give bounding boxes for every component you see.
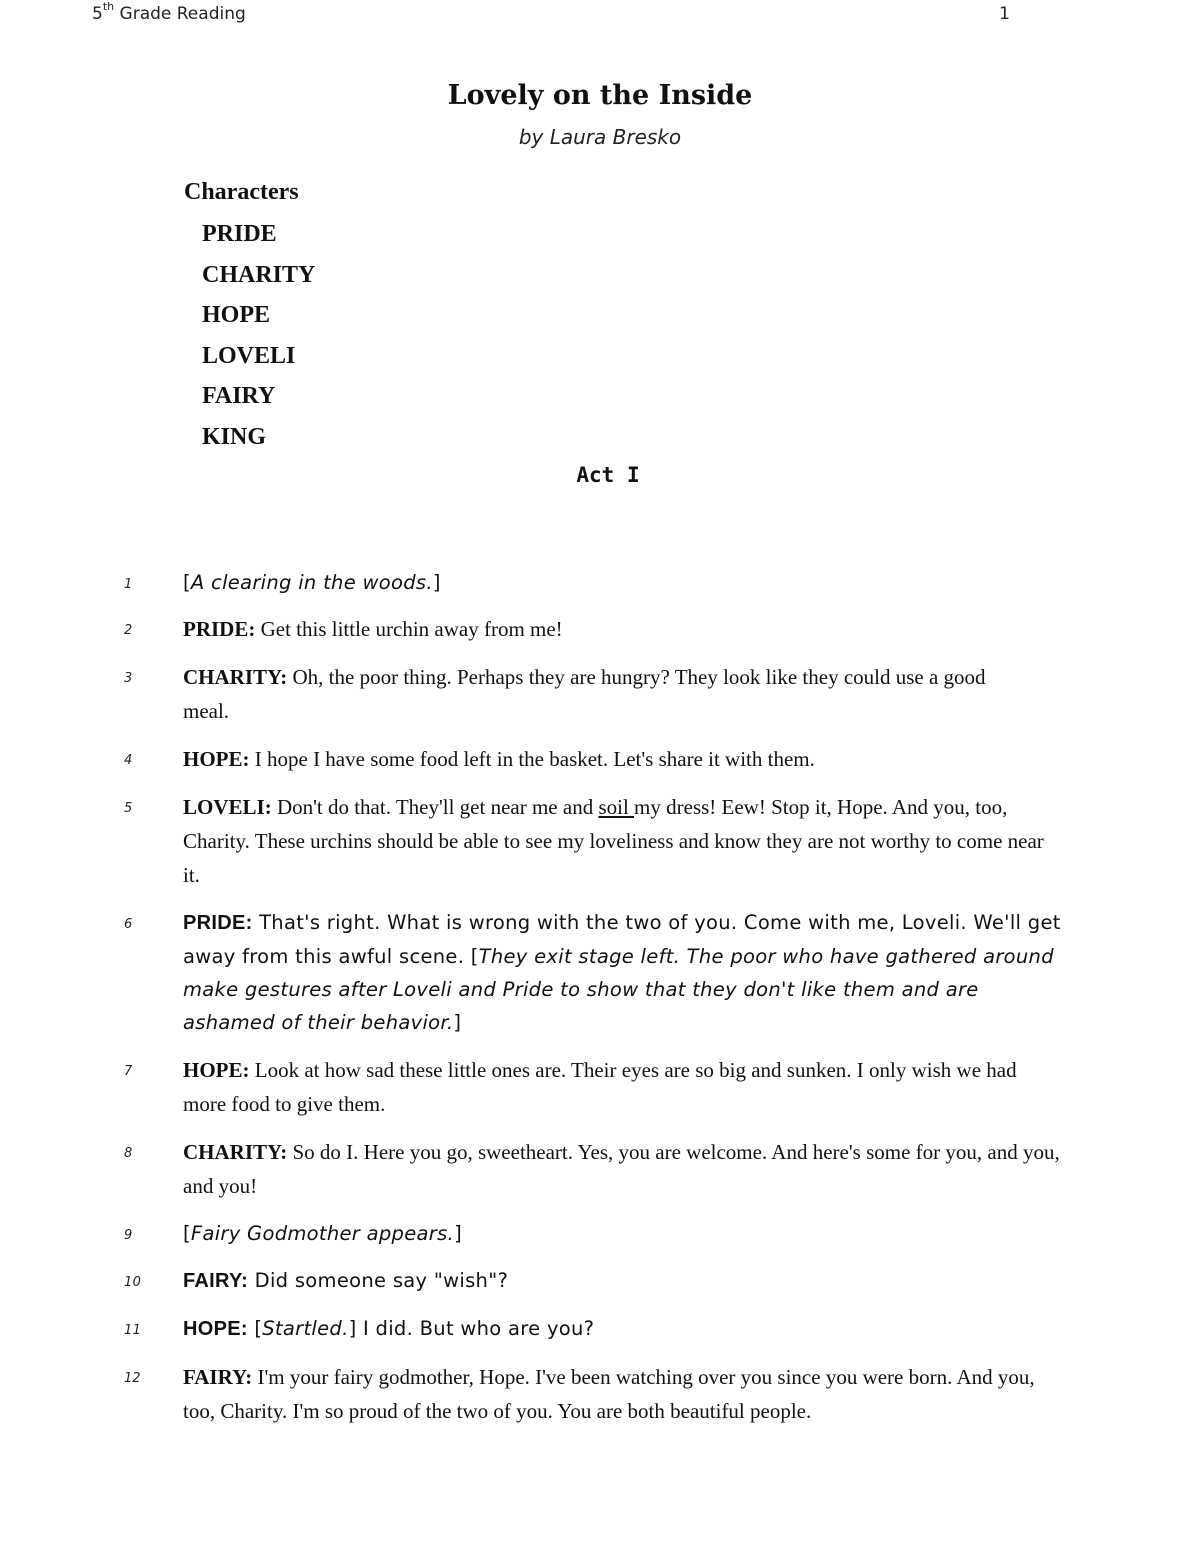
- character-name: FAIRY: [202, 383, 276, 409]
- characters-heading: Characters: [184, 179, 299, 205]
- bracket-open: [: [183, 1222, 191, 1245]
- character-name: KING: [202, 423, 267, 450]
- script-line-10: [0, 1264, 1063, 1298]
- header-grade-label: [92, 0, 246, 24]
- character-name: LOVELI: [202, 342, 296, 369]
- line-number: 1: [124, 577, 133, 592]
- stage-direction: They exit stage left. The poor who have gathered around make gestures after Loveli and Pride to show that they don't like them and are ashamed of their behavior.: [183, 945, 1054, 1034]
- speaker-name: FAIRY:: [183, 1270, 249, 1292]
- character-name: HOPE: [202, 302, 271, 328]
- play-author: by Laura Bresko: [518, 125, 682, 149]
- dialogue-text: Get this little urchin away from me!: [255, 617, 563, 641]
- script-line-2: [0, 612, 1063, 646]
- line-number: 3: [124, 671, 133, 686]
- speaker-name: PRIDE:: [183, 912, 253, 934]
- line-number: 5: [124, 801, 133, 816]
- script-body: [0, 566, 1200, 1442]
- dialogue-text: ] I did. But who are you?: [348, 1317, 595, 1340]
- speaker-name: PRIDE:: [183, 617, 256, 641]
- speaker-name: FAIRY:: [183, 1365, 253, 1389]
- line-number: 10: [124, 1275, 142, 1290]
- stage-direction: Fairy Godmother appears.: [190, 1222, 455, 1245]
- line-number: 8: [124, 1146, 133, 1161]
- script-line-4: [0, 742, 1063, 776]
- line-number: 6: [124, 917, 133, 932]
- dialogue-text: Don't do that. They'll get near me and: [271, 795, 599, 819]
- line-number: 7: [124, 1064, 133, 1079]
- dialogue-text: Look at how sad these little ones are. Their eyes are so big and sunken. I only wish we had more food to give them.: [183, 1058, 1017, 1116]
- dialogue-text: I'm your fairy godmother, Hope. I've been watching over you since you were born. And you, too, Charity. I'm so proud of the two of you. You are both beautiful people.: [183, 1365, 1035, 1423]
- script-line-3: [0, 660, 1003, 728]
- script-line-11: [0, 1312, 1063, 1346]
- speaker-name: LOVELI:: [183, 795, 272, 819]
- stage-direction: A clearing in the woods.: [190, 571, 433, 594]
- grade-text: Grade Reading: [114, 4, 246, 24]
- page-header: [92, 0, 1010, 28]
- speaker-name: HOPE:: [183, 747, 250, 771]
- line-number: 11: [124, 1323, 142, 1338]
- character-list: [184, 176, 315, 459]
- script-line-12: [0, 1360, 1063, 1428]
- speaker-name: CHARITY:: [183, 665, 288, 689]
- character-name: PRIDE: [202, 221, 277, 247]
- grade-number: 5: [92, 4, 103, 24]
- speaker-name: CHARITY:: [183, 1140, 288, 1164]
- dialogue-text: So do I. Here you go, sweetheart. Yes, you are welcome. And here's some for you, and you, and you!: [183, 1140, 1060, 1198]
- dialogue-text: my dress! Eew! Stop it, Hope. And you, too, Charity. These urchins should be able to see my loveliness and know they are not worthy to come near it.: [183, 795, 1044, 887]
- line-number: 4: [124, 753, 133, 768]
- bracket-close: ]: [454, 1222, 462, 1245]
- line-number: 12: [124, 1371, 141, 1386]
- bracket-close: ]: [453, 1011, 462, 1034]
- line-number: 9: [124, 1228, 133, 1243]
- dialogue-text: Did someone say "wish"?: [248, 1269, 509, 1292]
- dialogue-text: That's right. What is wrong with the two of you. Come with me, Loveli. We'll get away from this awful scene. [: [183, 911, 1061, 968]
- page-number: 1: [999, 4, 1010, 24]
- script-line-9: [0, 1217, 1063, 1250]
- script-line-5: [0, 790, 1063, 892]
- bracket-close: ]: [432, 571, 441, 594]
- bracket-open: [: [247, 1317, 263, 1340]
- act-heading: Act I: [576, 463, 640, 487]
- script-line-6: [0, 906, 1063, 1039]
- stage-direction: Startled.: [262, 1317, 349, 1340]
- bracket-open: [: [183, 571, 191, 594]
- script-line-7: [0, 1053, 1063, 1121]
- script-line-1: [0, 566, 1063, 599]
- line-number: 2: [124, 623, 133, 638]
- speaker-name: HOPE:: [183, 1318, 248, 1340]
- speaker-name: HOPE:: [183, 1058, 250, 1082]
- underlined-word: soil: [598, 795, 635, 819]
- script-line-8: [0, 1135, 1063, 1203]
- character-name: CHARITY: [202, 261, 316, 288]
- dialogue-text: Oh, the poor thing. Perhaps they are hungry? They look like they could use a good meal.: [183, 665, 986, 723]
- dialogue-text: I hope I have some food left in the basket. Let's share it with them.: [249, 747, 815, 771]
- play-title: Lovely on the Inside: [447, 80, 753, 111]
- grade-superscript: th: [102, 0, 115, 14]
